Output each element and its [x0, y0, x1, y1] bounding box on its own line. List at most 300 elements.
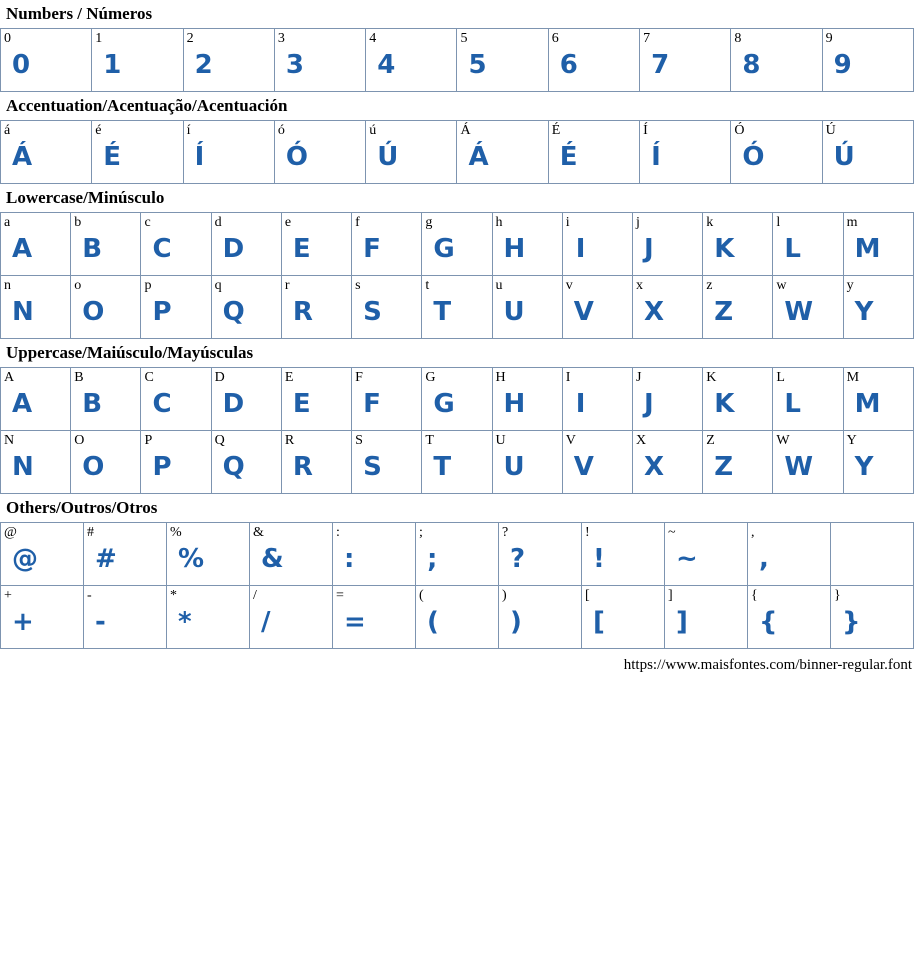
- cell-glyph: 7: [651, 50, 670, 80]
- cell-label: C: [144, 370, 154, 385]
- cell-glyph: P: [152, 297, 172, 327]
- cell-label: j: [635, 215, 640, 230]
- cell-glyph: É: [559, 142, 578, 172]
- glyph-cell: [1, 586, 84, 649]
- cell-label: ú: [369, 123, 377, 138]
- cell-glyph: M: [854, 234, 881, 264]
- cell-glyph: {: [759, 607, 778, 637]
- cell-glyph: K: [714, 389, 735, 419]
- cell-label: :: [336, 525, 340, 540]
- glyph-cell: [665, 523, 748, 586]
- cell-glyph: J: [643, 234, 654, 264]
- cell-glyph: P: [152, 452, 172, 482]
- cell-label: o: [74, 278, 82, 293]
- cell-glyph: @: [12, 544, 38, 574]
- cell-glyph: =: [344, 607, 366, 637]
- cell-label: 7: [643, 31, 651, 46]
- table-row: [1, 276, 914, 339]
- cell-glyph: V: [573, 452, 594, 482]
- cell-glyph: F: [363, 389, 381, 419]
- glyph-cell: [422, 368, 492, 431]
- glyph-cell: [84, 523, 167, 586]
- cell-label: T: [425, 433, 434, 448]
- glyph-cell: [167, 523, 250, 586]
- cell-label: @: [4, 525, 17, 540]
- cell-label: w: [776, 278, 787, 293]
- glyph-cell: [499, 523, 582, 586]
- section-title-uppercase: Uppercase/Maiúsculo/Mayúsculas: [6, 343, 254, 362]
- cell-label: ó: [277, 123, 285, 138]
- cell-glyph: Q: [222, 452, 245, 482]
- glyph-table-uppercase: [0, 367, 914, 494]
- glyph-cell: [582, 523, 665, 586]
- table-row: [1, 213, 914, 276]
- cell-glyph: ;: [427, 544, 438, 574]
- cell-label: &: [253, 525, 264, 540]
- glyph-cell: [422, 276, 492, 339]
- glyph-cell: [183, 29, 274, 92]
- glyph-cell: [422, 431, 492, 494]
- glyph-cell: [366, 121, 457, 184]
- cell-label: m: [846, 215, 858, 230]
- cell-glyph: G: [433, 234, 455, 264]
- cell-glyph: Ó: [285, 142, 308, 172]
- cell-label: B: [74, 370, 84, 385]
- glyph-cell: [274, 121, 365, 184]
- cell-label: -: [87, 588, 92, 603]
- cell-glyph: M: [854, 389, 881, 419]
- glyph-cell: [281, 213, 351, 276]
- cell-glyph: -: [95, 607, 106, 637]
- glyph-cell: [352, 431, 422, 494]
- cell-label: E: [284, 370, 294, 385]
- glyph-cell: [831, 586, 914, 649]
- cell-label: c: [144, 215, 151, 230]
- cell-glyph: (: [427, 607, 439, 637]
- cell-glyph: Í: [651, 142, 661, 172]
- cell-glyph: #: [95, 544, 117, 574]
- cell-glyph: Y: [854, 452, 874, 482]
- glyph-cell: [416, 586, 499, 649]
- cell-label: í: [186, 123, 191, 138]
- cell-label: !: [585, 525, 590, 540]
- cell-glyph: 4: [377, 50, 396, 80]
- glyph-cell: [492, 213, 562, 276]
- glyph-cell: [548, 29, 639, 92]
- cell-glyph: ): [510, 607, 522, 637]
- glyph-cell: [281, 368, 351, 431]
- glyph-cell: [352, 213, 422, 276]
- cell-label: Y: [846, 433, 857, 448]
- glyph-cell: [703, 213, 773, 276]
- cell-glyph: F: [363, 234, 381, 264]
- cell-label: L: [776, 370, 785, 385]
- glyph-cell: [1, 121, 92, 184]
- glyph-cell: [92, 29, 183, 92]
- glyph-cell: [71, 431, 141, 494]
- glyph-cell: [183, 121, 274, 184]
- cell-glyph: D: [222, 389, 245, 419]
- source-url[interactable]: https://www.maisfontes.com/binner-regular.font: [623, 657, 912, 673]
- cell-glyph: 2: [194, 50, 213, 80]
- glyph-cell: [92, 121, 183, 184]
- glyph-cell: [748, 523, 831, 586]
- glyph-cell: [582, 586, 665, 649]
- cell-glyph: N: [12, 297, 34, 327]
- cell-glyph: X: [643, 297, 665, 327]
- cell-label: ?: [502, 525, 509, 540]
- cell-glyph: X: [643, 452, 665, 482]
- cell-glyph: H: [503, 234, 526, 264]
- glyph-cell: [167, 586, 250, 649]
- glyph-cell: [703, 276, 773, 339]
- cell-glyph: C: [152, 389, 172, 419]
- cell-label: ;: [419, 525, 423, 540]
- cell-glyph: L: [784, 234, 801, 264]
- cell-label: Ó: [734, 123, 745, 138]
- cell-label: K: [706, 370, 717, 385]
- glyph-cell: [562, 368, 632, 431]
- cell-glyph: W: [784, 297, 814, 327]
- glyph-cell: [211, 276, 281, 339]
- cell-label: }: [834, 588, 841, 603]
- cell-label: M: [846, 370, 860, 385]
- cell-label: %: [170, 525, 182, 540]
- cell-label: =: [336, 588, 344, 603]
- glyph-cell: [352, 276, 422, 339]
- cell-glyph: Q: [222, 297, 245, 327]
- cell-glyph: B: [82, 234, 103, 264]
- cell-glyph: G: [433, 389, 455, 419]
- cell-label: Á: [460, 123, 471, 138]
- cell-label: {: [751, 588, 758, 603]
- cell-label: W: [776, 433, 790, 448]
- glyph-cell: [703, 368, 773, 431]
- glyph-cell: [562, 213, 632, 276]
- cell-glyph: V: [573, 297, 594, 327]
- cell-label: é: [95, 123, 102, 138]
- glyph-cell: [457, 29, 548, 92]
- cell-label: d: [214, 215, 222, 230]
- cell-glyph: Ú: [377, 142, 399, 172]
- glyph-cell: [366, 29, 457, 92]
- glyph-cell: [492, 368, 562, 431]
- glyph-cell: [71, 213, 141, 276]
- cell-label: y: [846, 278, 854, 293]
- cell-label: l: [776, 215, 781, 230]
- glyph-cell: [632, 276, 702, 339]
- table-row: [1, 586, 914, 649]
- cell-glyph: O: [82, 297, 105, 327]
- glyph-cell: [1, 29, 92, 92]
- cell-label: R: [284, 433, 295, 448]
- cell-label: V: [565, 433, 576, 448]
- glyph-cell: [274, 29, 365, 92]
- cell-glyph: 9: [833, 50, 852, 80]
- cell-glyph: Y: [854, 297, 874, 327]
- cell-label: J: [635, 370, 642, 385]
- cell-glyph: 0: [12, 50, 31, 80]
- cell-glyph: I: [575, 234, 586, 264]
- cell-label: #: [87, 525, 94, 540]
- glyph-cell: [499, 586, 582, 649]
- cell-glyph: *: [178, 607, 192, 637]
- cell-label: x: [635, 278, 643, 293]
- cell-glyph: Z: [714, 297, 734, 327]
- cell-glyph: U: [503, 452, 525, 482]
- cell-glyph: T: [433, 452, 452, 482]
- cell-label: g: [425, 215, 433, 230]
- cell-label: 5: [460, 31, 468, 46]
- cell-glyph: [831, 542, 913, 544]
- cell-glyph: O: [82, 452, 105, 482]
- cell-label: z: [706, 278, 713, 293]
- glyph-cell: [250, 523, 333, 586]
- section-title-accentuation: Accentuation/Acentuação/Acentuación: [6, 96, 288, 115]
- glyph-table-others: [0, 522, 914, 649]
- cell-label: 6: [551, 31, 559, 46]
- glyph-table-lowercase: [0, 212, 914, 339]
- cell-label: 1: [95, 31, 103, 46]
- cell-label: S: [355, 433, 363, 448]
- cell-glyph: 8: [742, 50, 761, 80]
- cell-glyph: C: [152, 234, 172, 264]
- cell-label: I: [565, 370, 571, 385]
- section-title-others: Others/Outros/Otros: [6, 498, 158, 517]
- glyph-cell: [333, 523, 416, 586]
- cell-label: +: [4, 588, 12, 603]
- glyph-cell: [71, 368, 141, 431]
- cell-label: [: [585, 588, 590, 603]
- cell-label: 8: [734, 31, 742, 46]
- cell-label: r: [284, 278, 290, 293]
- glyph-cell: [773, 431, 843, 494]
- cell-glyph: Z: [714, 452, 734, 482]
- cell-label: X: [635, 433, 647, 448]
- cell-label: *: [170, 588, 177, 603]
- glyph-cell: [71, 276, 141, 339]
- glyph-cell: [640, 29, 731, 92]
- table-row: [1, 368, 914, 431]
- cell-label: 9: [825, 31, 833, 46]
- cell-glyph: Ú: [833, 142, 855, 172]
- cell-glyph: 6: [559, 50, 578, 80]
- cell-glyph: 5: [468, 50, 487, 80]
- glyph-cell: [211, 368, 281, 431]
- cell-label: ): [502, 588, 507, 603]
- table-row: [1, 431, 914, 494]
- cell-glyph: !: [593, 544, 605, 574]
- cell-label: D: [214, 370, 225, 385]
- glyph-cell: [141, 276, 211, 339]
- cell-label: 0: [4, 31, 11, 46]
- glyph-cell: [1, 276, 71, 339]
- glyph-table-accentuation: [0, 120, 914, 184]
- glyph-cell: [822, 29, 913, 92]
- cell-glyph: J: [643, 389, 654, 419]
- glyph-cell: [141, 368, 211, 431]
- glyph-cell: [211, 213, 281, 276]
- table-row: [1, 523, 914, 586]
- glyph-cell: [773, 368, 843, 431]
- cell-label: A: [4, 370, 15, 385]
- cell-label: (: [419, 588, 424, 603]
- glyph-cell: [416, 523, 499, 586]
- glyph-cell: [632, 368, 702, 431]
- cell-glyph: }: [842, 607, 861, 637]
- glyph-cell: [492, 276, 562, 339]
- table-row: [1, 121, 914, 184]
- cell-glyph: É: [103, 142, 122, 172]
- glyph-table-numbers: [0, 28, 914, 92]
- cell-label: u: [495, 278, 503, 293]
- cell-glyph: ,: [759, 544, 769, 574]
- glyph-cell: [843, 276, 913, 339]
- cell-glyph: R: [292, 452, 313, 482]
- cell-glyph: R: [292, 297, 313, 327]
- table-row: [1, 29, 914, 92]
- cell-glyph: +: [12, 607, 34, 637]
- glyph-cell: [141, 431, 211, 494]
- cell-glyph: Á: [12, 142, 33, 172]
- cell-label: G: [425, 370, 436, 385]
- glyph-cell: [211, 431, 281, 494]
- glyph-cell: [548, 121, 639, 184]
- glyph-cell: [773, 213, 843, 276]
- glyph-cell: [632, 431, 702, 494]
- cell-label: k: [706, 215, 714, 230]
- glyph-cell: [731, 121, 822, 184]
- cell-glyph: Á: [468, 142, 489, 172]
- glyph-cell: [843, 368, 913, 431]
- cell-label: q: [214, 278, 222, 293]
- cell-label: P: [144, 433, 153, 448]
- glyph-cell: [831, 523, 914, 586]
- glyph-cell: [281, 431, 351, 494]
- glyph-cell: [843, 213, 913, 276]
- cell-label: ~: [668, 525, 676, 540]
- section-title-lowercase: Lowercase/Minúsculo: [6, 188, 165, 207]
- cell-glyph: ?: [510, 544, 526, 574]
- cell-label: O: [74, 433, 85, 448]
- glyph-cell: [640, 121, 731, 184]
- cell-label: H: [495, 370, 506, 385]
- cell-glyph: ~: [676, 544, 698, 574]
- cell-label: h: [495, 215, 503, 230]
- glyph-cell: [457, 121, 548, 184]
- cell-label: p: [144, 278, 152, 293]
- glyph-cell: [843, 431, 913, 494]
- cell-glyph: S: [363, 297, 382, 327]
- cell-glyph: %: [178, 544, 205, 574]
- cell-label: /: [253, 588, 257, 603]
- cell-glyph: U: [503, 297, 525, 327]
- glyph-cell: [1, 431, 71, 494]
- cell-label: b: [74, 215, 82, 230]
- cell-glyph: &: [261, 544, 284, 574]
- cell-glyph: L: [784, 389, 801, 419]
- glyph-cell: [773, 276, 843, 339]
- cell-label: i: [565, 215, 570, 230]
- cell-label: 4: [369, 31, 377, 46]
- glyph-cell: [1, 368, 71, 431]
- cell-glyph: A: [12, 234, 33, 264]
- cell-label: t: [425, 278, 430, 293]
- cell-label: a: [4, 215, 11, 230]
- cell-glyph: I: [575, 389, 586, 419]
- cell-glyph: E: [292, 389, 311, 419]
- glyph-cell: [562, 276, 632, 339]
- cell-label: É: [551, 123, 561, 138]
- cell-glyph: /: [261, 607, 271, 637]
- cell-glyph: B: [82, 389, 103, 419]
- glyph-cell: [703, 431, 773, 494]
- glyph-cell: [281, 276, 351, 339]
- glyph-cell: [422, 213, 492, 276]
- glyph-cell: [84, 586, 167, 649]
- glyph-cell: [141, 213, 211, 276]
- cell-glyph: H: [503, 389, 526, 419]
- cell-glyph: A: [12, 389, 33, 419]
- cell-glyph: :: [344, 544, 355, 574]
- cell-label: U: [495, 433, 506, 448]
- cell-label: Q: [214, 433, 225, 448]
- glyph-cell: [665, 586, 748, 649]
- cell-glyph: W: [784, 452, 814, 482]
- glyph-cell: [250, 586, 333, 649]
- glyph-cell: [632, 213, 702, 276]
- glyph-cell: [352, 368, 422, 431]
- cell-glyph: ]: [676, 607, 688, 637]
- cell-glyph: T: [433, 297, 452, 327]
- cell-label: ]: [668, 588, 673, 603]
- glyph-cell: [1, 523, 84, 586]
- cell-label: Ú: [825, 123, 836, 138]
- glyph-cell: [562, 431, 632, 494]
- cell-label: ,: [751, 525, 755, 540]
- glyph-cell: [333, 586, 416, 649]
- cell-label: n: [4, 278, 11, 293]
- cell-label: e: [284, 215, 292, 230]
- cell-glyph: 1: [103, 50, 122, 80]
- glyph-cell: [1, 213, 71, 276]
- cell-glyph: K: [714, 234, 735, 264]
- cell-glyph: E: [292, 234, 311, 264]
- cell-glyph: N: [12, 452, 34, 482]
- cell-label: f: [355, 215, 360, 230]
- glyph-cell: [748, 586, 831, 649]
- cell-label: [831, 523, 913, 542]
- cell-label: á: [4, 123, 11, 138]
- cell-glyph: D: [222, 234, 245, 264]
- cell-label: Z: [706, 433, 715, 448]
- cell-label: F: [355, 370, 363, 385]
- cell-label: 2: [186, 31, 194, 46]
- cell-glyph: 3: [285, 50, 304, 80]
- cell-glyph: Ó: [742, 142, 765, 172]
- glyph-cell: [492, 431, 562, 494]
- cell-label: 3: [277, 31, 285, 46]
- cell-label: N: [4, 433, 15, 448]
- cell-label: s: [355, 278, 361, 293]
- cell-glyph: S: [363, 452, 382, 482]
- glyph-cell: [822, 121, 913, 184]
- cell-label: v: [565, 278, 573, 293]
- glyph-cell: [731, 29, 822, 92]
- cell-label: Í: [643, 123, 648, 138]
- cell-glyph: [: [593, 607, 605, 637]
- section-title-numbers: Numbers / Números: [6, 4, 153, 23]
